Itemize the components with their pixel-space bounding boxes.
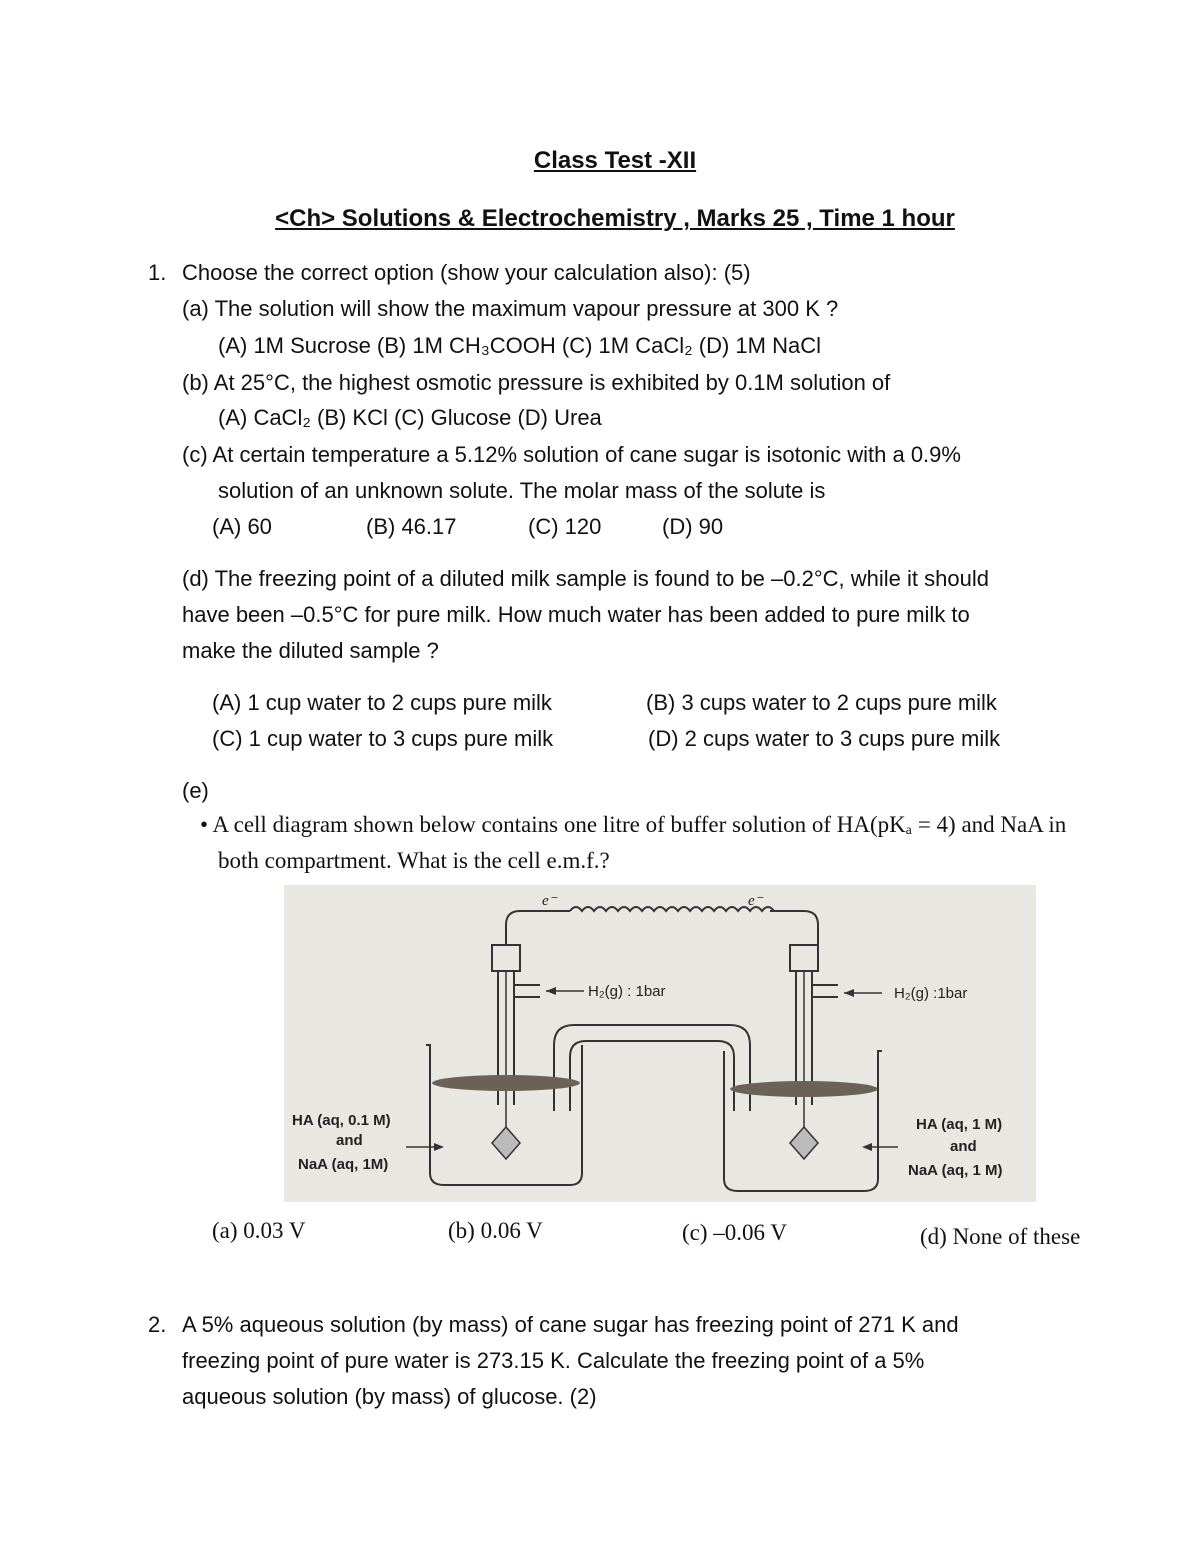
left-solution-label-1: HA (aq, 0.1 M) bbox=[292, 1112, 391, 1129]
q1d-line1: (d) The freezing point of a diluted milk sample is found to be –0.2°C, while it should bbox=[182, 566, 989, 591]
q1c-option-b: (B) 46.17 bbox=[366, 514, 457, 539]
q1e-option-d: (d) None of these bbox=[920, 1224, 1081, 1249]
q1e-line1: • A cell diagram shown below contains one litre of buffer solution of HA(pKₐ = 4) and NaA in bbox=[200, 812, 1067, 837]
left-solution-label-2: and bbox=[336, 1132, 363, 1149]
right-solution-surface bbox=[730, 1081, 878, 1097]
q1c-option-c: (C) 120 bbox=[528, 514, 602, 539]
q2-number: 2. bbox=[148, 1312, 167, 1337]
electron-right-label: e⁻ bbox=[748, 893, 763, 909]
q1c-option-a: (A) 60 bbox=[212, 514, 272, 539]
q1e-option-b: (b) 0.06 V bbox=[448, 1218, 543, 1243]
q1d-line3: make the diluted sample ? bbox=[182, 638, 439, 663]
right-gas-arrowhead bbox=[844, 989, 854, 997]
salt-bridge-outer bbox=[554, 1025, 750, 1111]
q1d-option-a: (A) 1 cup water to 2 cups pure milk bbox=[212, 690, 552, 715]
right-gas-inlet bbox=[812, 985, 838, 997]
left-gas-inlet bbox=[514, 985, 540, 997]
left-solution-arrowhead bbox=[434, 1143, 444, 1151]
right-solution-arrowhead bbox=[862, 1143, 872, 1151]
q2-line3: aqueous solution (by mass) of glucose. (2) bbox=[182, 1384, 597, 1409]
left-beaker bbox=[426, 1045, 582, 1185]
left-solution-surface bbox=[432, 1075, 580, 1091]
cell-diagram bbox=[284, 885, 1036, 1202]
right-platinum-plate bbox=[790, 1127, 818, 1159]
right-solution-label-3: NaA (aq, 1 M) bbox=[908, 1162, 1003, 1179]
right-beaker bbox=[724, 1051, 882, 1191]
q1d-option-c: (C) 1 cup water to 3 cups pure milk bbox=[212, 726, 554, 751]
q1c-text-line2: solution of an unknown solute. The molar mass of the solute is bbox=[218, 478, 826, 503]
q1-prompt: Choose the correct option (show your calculation also): (5) bbox=[182, 260, 751, 285]
q1b-text: (b) At 25°C, the highest osmotic pressure is exhibited by 0.1M solution of bbox=[182, 370, 891, 395]
q1a-text: (a) The solution will show the maximum vapour pressure at 300 K ? bbox=[182, 296, 839, 321]
test-subtitle: <Ch> Solutions & Electrochemistry , Marks 25 , Time 1 hour bbox=[275, 205, 955, 232]
left-solution-label-3: NaA (aq, 1M) bbox=[298, 1156, 389, 1173]
q1e-line2: both compartment. What is the cell e.m.f.? bbox=[218, 848, 610, 873]
q1b-options: (A) CaCl₂ (B) KCl (C) Glucose (D) Urea bbox=[218, 405, 602, 430]
q2-line2: freezing point of pure water is 273.15 K. Calculate the freezing point of a 5% bbox=[182, 1348, 925, 1373]
q1d-option-b: (B) 3 cups water to 2 cups pure milk bbox=[646, 690, 997, 715]
salt-bridge-inner bbox=[570, 1041, 734, 1111]
right-wire bbox=[770, 911, 818, 945]
left-platinum-plate bbox=[492, 1127, 520, 1159]
q1e-option-c: (c) –0.06 V bbox=[682, 1220, 787, 1245]
test-title: Class Test -XII bbox=[533, 147, 697, 174]
q1c-option-d: (D) 90 bbox=[662, 514, 724, 539]
left-gas-arrowhead bbox=[546, 987, 556, 995]
left-electrode-cap bbox=[492, 945, 520, 971]
q1c-text-line1: (c) At certain temperature a 5.12% solution of cane sugar is isotonic with a 0.9% bbox=[182, 442, 961, 467]
q2-line1: A 5% aqueous solution (by mass) of cane sugar has freezing point of 271 K and bbox=[182, 1312, 959, 1337]
q1d-line2: have been –0.5°C for pure milk. How much water has been added to pure milk to bbox=[182, 602, 970, 627]
q1e-option-a: (a) 0.03 V bbox=[212, 1218, 306, 1243]
q1e-label: (e) bbox=[182, 778, 209, 803]
right-solution-label-2: and bbox=[950, 1138, 977, 1155]
electron-left-label: e⁻ bbox=[542, 893, 557, 909]
q1d-option-d: (D) 2 cups water to 3 cups pure milk bbox=[648, 726, 1001, 751]
right-solution-label-1: HA (aq, 1 M) bbox=[916, 1116, 1003, 1133]
left-wire bbox=[506, 911, 570, 945]
right-gas-label: H₂(g) :1bar bbox=[894, 985, 968, 1002]
right-electrode-cap bbox=[790, 945, 818, 971]
q1-number: 1. bbox=[148, 260, 167, 285]
cell-diagram-figure bbox=[284, 885, 1036, 1202]
left-gas-label: H₂(g) : 1bar bbox=[588, 983, 666, 1000]
q1a-options: (A) 1M Sucrose (B) 1M CH₃COOH (C) 1M CaCl₂ (D) 1M NaCl bbox=[218, 333, 821, 358]
